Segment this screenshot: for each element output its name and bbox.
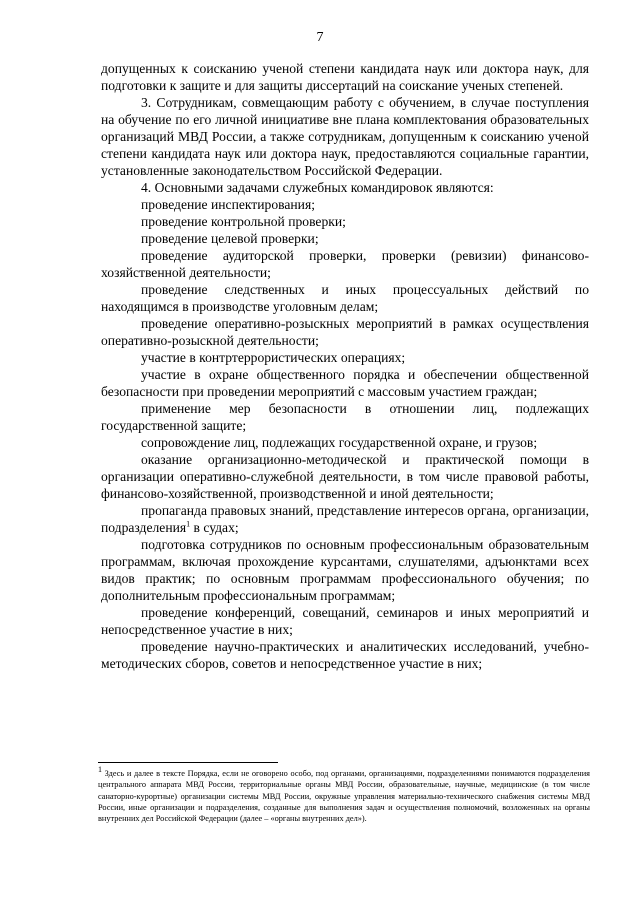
- list-item: проведение научно-практических и аналитических исследований, учебно-методических сборов, советов и непосредственное участие в них;: [101, 639, 589, 671]
- page-number: 7: [316, 30, 324, 45]
- paragraph: допущенных к соисканию ученой степени кандидата наук или доктора наук, для подготовки к защите и для защиты диссертаций на соискание ученых степеней.: [101, 61, 589, 93]
- list-item-text: пропаганда правовых знаний, представление интересов органа, организации, подразделения: [101, 503, 589, 535]
- list-item: проведение целевой проверки;: [141, 231, 319, 246]
- list-item: проведение контрольной проверки;: [141, 214, 346, 229]
- list-item: применение мер безопасности в отношении лиц, подлежащих государственной защите;: [101, 401, 589, 433]
- list-item: проведение инспектирования;: [141, 197, 315, 212]
- paragraph: 3. Сотрудникам, совмещающим работу с обучением, в случае поступления на обучение по его личной инициативе вне плана комплектования образовательных организаций МВД России, а также сотрудникам, допущенным к соисканию ученой степени кандидата наук или доктора наук, предоставляются социальные гарантии, установленные законодательством Российской Федерации.: [101, 95, 589, 178]
- list-item-text: в судах;: [190, 520, 239, 535]
- list-item: проведение аудиторской проверки, проверки (ревизии) финансово-хозяйственной деятельности;: [101, 248, 589, 280]
- list-item: [101, 502, 589, 536]
- footnote-mark: 1: [98, 765, 102, 775]
- document-body: [101, 60, 589, 672]
- list-item: проведение оперативно-розыскных мероприятий в рамках осуществления оперативно-розыскной деятельности;: [101, 316, 589, 348]
- list-item: сопровождение лиц, подлежащих государственной охране, и грузов;: [141, 435, 538, 450]
- list-item: оказание организационно-методической и практической помощи в организации оперативно-служебной деятельности, в том числе правовой работы, финансово-хозяйственной, производственной и иной деятельности;: [101, 452, 589, 501]
- footnote-text: Здесь и далее в тексте Порядка, если не оговорено особо, под органами, организациями, подразделениями понимаются подразделения центрального аппарата МВД России, территориальные органы МВД России, образовательные, научные, медицинские (в том числе санаторно-курортные) организации системы МВД России, окружные управления материально-технического снабжения системы МВД России, иные организации и подразделения, созданные для выполнения задач и осуществления полномочий, возложенных на органы внутренних дел Российской Федерации (далее – «органы внутренних дел»).: [98, 769, 590, 824]
- footnote: [98, 765, 590, 824]
- list-item: проведение следственных и иных процессуальных действий по находящимся в производстве уголовным делам;: [101, 282, 589, 314]
- paragraph: 4. Основными задачами служебных командировок являются:: [141, 180, 494, 195]
- list-item: подготовка сотрудников по основным профессиональным образовательным программам, включая прохождение курсантами, слушателями, адъюнктами всех видов практик; по основным программам профессионального обучения; по дополнительным профессиональным программам;: [101, 537, 589, 603]
- footnote-divider: [98, 762, 278, 763]
- list-item: проведение конференций, совещаний, семинаров и иных мероприятий и непосредственное участие в них;: [101, 605, 589, 637]
- list-item: участие в охране общественного порядка и обеспечении общественной безопасности при проведении мероприятий с массовым участием граждан;: [101, 367, 589, 399]
- footnote-reference[interactable]: 1: [186, 519, 191, 529]
- list-item: участие в контртеррористических операциях;: [141, 350, 406, 365]
